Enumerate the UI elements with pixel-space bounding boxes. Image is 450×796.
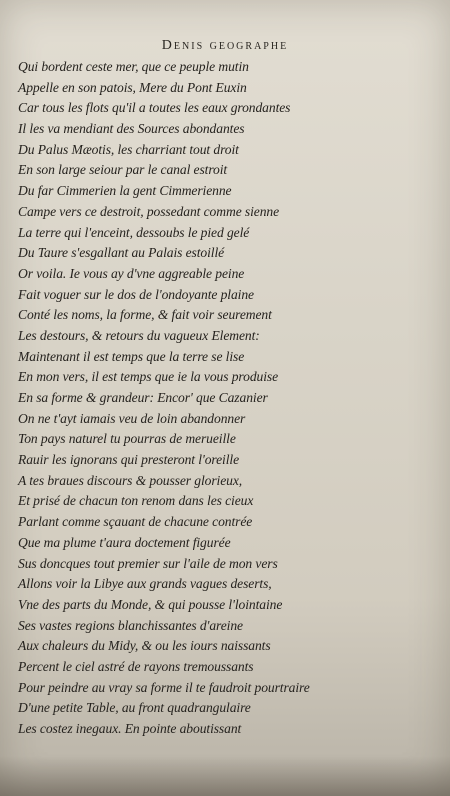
- verse-line: Qui bordent ceste mer, que ce peuple mutin: [18, 59, 249, 74]
- verse-line: Fait voguer sur le dos de l'ondoyante plaine: [18, 286, 254, 302]
- verse-line: Appelle en son patois, Mere du Pont Euxin: [18, 79, 247, 95]
- verse-line: D'une petite Table, au front quadrangulaire: [18, 700, 251, 716]
- verse-line: Sus doncques tout premier sur l'aile de mon vers: [18, 555, 278, 571]
- verse-line: Rauir les ignorans qui presteront l'oreille: [18, 452, 240, 468]
- verse-line: Du Taure s'esgallant au Palais estoillé: [18, 245, 225, 261]
- verse-line: En mon vers, il est temps que ie la vous produise: [18, 369, 279, 385]
- running-header: Denis geographe: [161, 38, 289, 53]
- verse-line: La terre qui l'enceint, dessoubs le pied gelé: [18, 224, 250, 240]
- verse-line: En son large seiour par le canal estroit: [18, 162, 228, 178]
- verse-line: Du far Cimmerien la gent Cimmerienne: [18, 183, 232, 199]
- verse-line: Maintenant il est temps que la terre se lise: [18, 348, 245, 364]
- verse-line: En sa forme & grandeur: Encor' que Cazanier: [18, 390, 268, 405]
- verse-line: Car tous les flots qu'il a toutes les eaux grondantes: [18, 100, 291, 116]
- verse-line: Campe vers ce destroit, possedant comme sienne: [18, 203, 280, 219]
- verse-line: Or voila. Ie vous ay d'vne aggreable peine: [18, 265, 245, 281]
- verse-line: Percent le ciel astré de rayons tremoussants: [18, 658, 254, 674]
- verse-line: Pour peindre au vray sa forme il te faudroit pourtraire: [18, 679, 310, 695]
- verse-line: Conté les noms, la forme, & fait voir seurement: [18, 307, 272, 323]
- verse-line: Ses vastes regions blanchissantes d'areine: [18, 617, 243, 633]
- verse-line: Du Palus Mæotis, les charriant tout droit: [18, 141, 239, 157]
- verse-line: A tes braues discours & pousser glorieux,: [18, 472, 243, 488]
- verse-line: Vne des parts du Monde, & qui pousse l'lointaine: [18, 596, 283, 612]
- verse-line: Allons voir la Libye aux grands vagues deserts,: [18, 576, 272, 592]
- verse-line: Que ma plume t'aura doctement figurée: [18, 534, 231, 550]
- verse-line: On ne t'ayt iamais veu de loin abandonner: [18, 410, 246, 426]
- verse-line: Parlant comme sçauant de chacune contrée: [18, 514, 253, 530]
- verse-list: [18, 57, 438, 740]
- verse-line: Il les va mendiant des Sources abondantes: [18, 121, 245, 137]
- verse-line: Aux chaleurs du Midy, & ou les iours naissants: [18, 638, 271, 654]
- verse-line: Les costez inegaux. En pointe aboutissant: [18, 721, 242, 736]
- verse-line: Ton pays naturel tu pourras de merueille: [18, 431, 236, 447]
- verse-line: Les destours, & retours du vagueux Element:: [18, 327, 260, 343]
- verse-line: Et prisé de chacun ton renom dans les cieux: [18, 493, 254, 509]
- page-bottom-shadow: [0, 756, 450, 796]
